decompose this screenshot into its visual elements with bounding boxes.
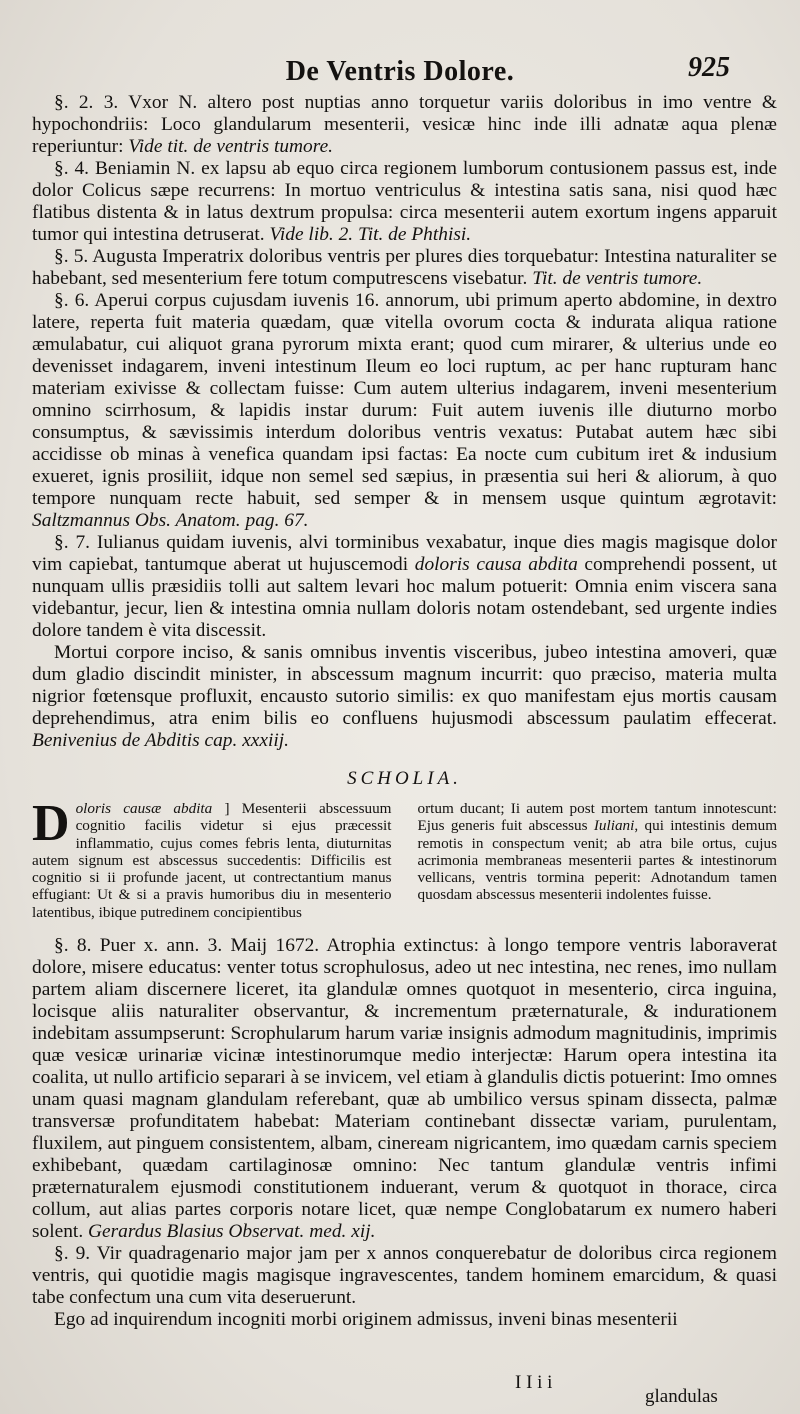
page-number: 925 <box>688 52 730 83</box>
text-run: §. 2. 3. Vxor N. altero post nuptias anno torquetur variis doloribus in imo ventre & hypochondriis: Loco glandularum mesenterii, vesicæ hinc inde illi adnatæ aqua plenæ reperiuntur: <box>32 92 777 157</box>
text-run: , qui intestinis demum remotis in conspectum venit; ab atra bile ortus, cujus acrimonia membraneas mesenterii partes & intestinorum vellicans, ventris tormina peperit: Adnotandum tamen quosdam abscessus mesenterii indolentes fuisse. <box>417 817 778 904</box>
text-run: §. 8. Puer x. ann. 3. Maij 1672. Atrophia extinctus: à longo tempore ventris laboraverat dolore, misere educatus: venter totus scrophulosus, adeo ut nec intestina, nec renes, imo nullam partem aliam discernere liceret, ita glandulæ omnes quotquot in mesenterio, circa inguina, locisque aliis naturaliter observantur, & incrementum præternaturale, & indurationem indebitam assumpserunt: Scrophularum harum variæ insignis admodum magnitudinis, imprimis quæ vesicæ urinariæ vicinæ intestinorumque medio interjectæ: Harum opera intestina ita coalita, ut nullo artificio separari à se invicem, vel etiam à glandulis dictis potuerint: Imo omnes unam quasi magnam glandulam referebant, quæ ab umbilico versus spinam dissecta, palmæ transversæ profunditatem habebat: Materiam continebant dissectæ variam, purulentam, fluxilem, aut pinguem consistentem, albam, cineream nigricantem, imo quædam carnis speciem exhibebant, quædam cartilaginosæ omnino: Nec tantum glandulæ ventris infimi præternaturalem ejusmodi constitutionem induerant, verum & quotquot in thorace, circa collum, aut alias partes corporis notare licet, quæ nempe Conglobatarum ex numero haberi solent. <box>32 935 777 1243</box>
paragraph <box>32 92 777 158</box>
italic-reference: Vide tit. de ventris tumore. <box>128 136 334 157</box>
italic-reference: doloris causa abdita <box>414 554 578 575</box>
text-run: §. 7. Iulianus quidam iuvenis, alvi torminibus vexabatur, inque dies magis magisque dolor vim capiebat, tantumque aberat ut hujuscemodi <box>32 532 777 575</box>
text-run: §. 9. Vir quadragenario major jam per x annos conquerebatur de doloribus circa regionem ventris, qui quotidie magis magisque ingravescentes, tandem hominem emarcidum, & quasi tabe confectum una cum vita deseruerunt. <box>32 1243 777 1309</box>
scholia-right-text <box>418 800 778 903</box>
paragraph <box>32 158 777 246</box>
running-header <box>0 50 800 90</box>
catchword: glandulas <box>645 1386 718 1407</box>
italic-reference: oloris causæ abdita <box>75 800 213 817</box>
drop-cap: D <box>32 795 70 852</box>
text-run: §. 5. Augusta Imperatrix doloribus ventris per plures dies torquebatur: Intestina naturaliter se habebant, sed mesenterium fere totum computrescens visebatur. <box>32 246 777 289</box>
italic-reference: Saltzmannus Obs. Anatom. pag. 67. <box>32 510 309 531</box>
scholia-left-column <box>32 795 392 921</box>
text-run: ] Mesenterii abscessuum cognitio facilis videtur si ejus præcessit inflammatio, cujus comes febris lenta, diuturnitas autem signum est abscessus succedentis: Difficilis est cognitio si ii profunde jacent, ut contrectantium manus effugiant: Ut & si a pravis humoribus diu in mesenterio latentibus, ibique putredinem concipientibus <box>32 800 392 921</box>
main-text <box>32 92 777 1331</box>
italic-reference: Benivenius de Abditis cap. xxxiij. <box>32 730 290 751</box>
paragraph <box>32 290 777 532</box>
paragraph <box>32 1243 777 1309</box>
italic-reference: Vide lib. 2. Tit. de Phthisi. <box>269 224 472 245</box>
paragraph-group-2 <box>32 935 777 1331</box>
text-run: Mortui corpore inciso, & sanis omnibus inventis visceribus, jubeo intestina amoveri, quæ dum gladio discindit minister, in abscessum magnum incurrit: quo præciso, materia multa nigrior fœtensque profluxit, encausto sutorio similis: ex quo manifestam ejus mortis causam deprehendimus, atra enim bilis eo confluens hujusmodi abscessum paulatim effecerat. <box>32 642 777 729</box>
page-title: De Ventris Dolore. <box>285 56 515 87</box>
text-run: comprehendi possent, ut nunquam ullis præsidiis tolli aut saltem levari hoc malum potuerit: Omnia enim viscera sana videbantur, jecur, lien & intestina omnia nullam doloris notam ostendebant, sed urgente indies dolore tandem è vita discessit. <box>32 554 777 641</box>
text-run: §. 4. Beniamin N. ex lapsu ab equo circa regionem lumborum contusionem passus est, inde dolor Colicus sæpe recurrens: In mortuo ventriculus & intestina satis sana, nisi quod hæc flatibus distenta & in latus dextrum propulsa: circa mesenterii autem exortum ingens apparuit tumor qui intestina detruserat. <box>32 158 777 245</box>
paragraph <box>32 1309 777 1331</box>
italic-reference: Tit. de ventris tumore. <box>532 268 703 289</box>
text-run: Ego ad inquirendum incogniti morbi originem admissus, inveni binas mesenterii <box>54 1309 678 1331</box>
scholia-heading: SCHOLIA. <box>347 768 462 789</box>
text-run: §. 6. Aperui corpus cujusdam iuvenis 16. annorum, ubi primum aperto abdomine, in dextro latere, reperta fuit materia quædam, quæ vitella ovorum cocta & indurata aliqua ratione æmulabatur, cui aliquot grana pyrorum mixta erant; quod cum mirarer, & ulterius unde eo devenisset indagarem, inveni intestinum Ileum eo loci ruptum, ac per hanc rupturam hanc materiam exivisse & collectam fuisse: Cum autem ulterius indagarem, inveni mesenterium omnino scirrhosum, & lapidis instar durum: Fuit autem iuvenis ille diuturno morbo consumptus, & sævissimis interdum doloribus ventris vexatus: Putabat autem hæc sibi accidisse ob minas à venefica quandam ipsi factas: Ea nocte cum cubitum iret & indusium exueret, ignis prosiliit, idque non semel sed sæpius, in præsentia sui heri & aliorum, à quo tempore nunquam recte habuit, sed semper & in mensem usque quintum ægrotavit: <box>32 290 777 509</box>
paragraph <box>32 246 777 290</box>
paragraph <box>32 935 777 1243</box>
italic-reference: Gerardus Blasius Observat. med. xij. <box>88 1221 376 1243</box>
signature-mark: I I i i <box>515 1372 553 1393</box>
scholia-right-column <box>418 800 778 921</box>
italic-reference: Iuliani <box>593 817 635 835</box>
paragraph <box>32 532 777 642</box>
text-run: ortum ducant; Ii autem post mortem tantum innotescunt: Ejus generis fuit abscessus <box>417 800 777 835</box>
scholia-left-text <box>32 795 392 921</box>
scholia-block <box>32 795 778 921</box>
paragraph-group-1 <box>32 92 777 752</box>
paragraph <box>32 642 777 752</box>
